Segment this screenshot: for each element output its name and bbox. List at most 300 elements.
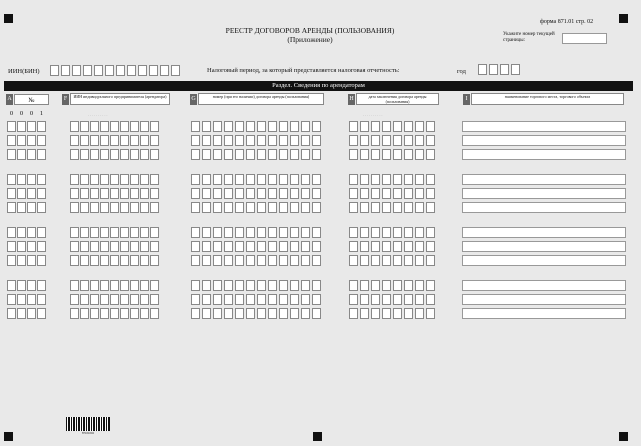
contract-number-cell[interactable] [202,174,211,185]
inn-cell[interactable] [100,227,109,238]
contract-number-cell[interactable] [312,202,321,213]
contract-number-cell[interactable] [301,135,310,146]
contract-date-cell[interactable] [360,255,369,266]
contract-number-cell[interactable] [235,121,244,132]
contract-number-cell[interactable] [224,294,233,305]
row-number-cell[interactable] [27,135,36,146]
inn-cell[interactable] [150,202,159,213]
inn-cell[interactable] [140,294,149,305]
year-digit-cell[interactable] [489,64,498,75]
row-number-cell[interactable] [17,188,26,199]
contract-number-cell[interactable] [191,227,200,238]
contract-date-cell[interactable] [404,227,413,238]
contract-date-cell[interactable] [382,202,391,213]
contract-number-cell[interactable] [191,174,200,185]
inn-cell[interactable] [70,121,79,132]
contract-number-cell[interactable] [268,255,277,266]
row-number-cell[interactable] [7,294,16,305]
contract-number-cell[interactable] [224,188,233,199]
inn-cell[interactable] [80,280,89,291]
inn-cell[interactable] [150,121,159,132]
inn-cell[interactable] [90,174,99,185]
contract-number-cell[interactable] [235,149,244,160]
contract-date-cell[interactable] [415,149,424,160]
inn-cell[interactable] [110,280,119,291]
contract-number-cell[interactable] [224,280,233,291]
contract-number-cell[interactable] [257,135,266,146]
contract-number-cell[interactable] [257,280,266,291]
inn-cell[interactable] [70,135,79,146]
contract-number-cell[interactable] [224,227,233,238]
inn-cell[interactable] [70,241,79,252]
inn-cell[interactable] [120,202,129,213]
contract-number-cell[interactable] [257,308,266,319]
contract-date-cell[interactable] [382,241,391,252]
row-number-cell[interactable] [27,188,36,199]
row-number-cell[interactable] [27,227,36,238]
row-number-cell[interactable] [27,255,36,266]
contract-number-cell[interactable] [290,280,299,291]
row-number-cell[interactable] [17,280,26,291]
contract-number-cell[interactable] [279,188,288,199]
inn-cell[interactable] [120,294,129,305]
contract-date-cell[interactable] [415,308,424,319]
contract-number-cell[interactable] [246,308,255,319]
contract-number-cell[interactable] [301,241,310,252]
contract-date-cell[interactable] [382,149,391,160]
contract-date-cell[interactable] [404,202,413,213]
inn-cell[interactable] [140,188,149,199]
contract-number-cell[interactable] [224,241,233,252]
contract-number-cell[interactable] [191,255,200,266]
contract-number-cell[interactable] [202,227,211,238]
contract-number-cell[interactable] [268,135,277,146]
contract-date-cell[interactable] [382,174,391,185]
inn-cell[interactable] [110,188,119,199]
inn-cell[interactable] [80,121,89,132]
row-number-cell[interactable] [37,149,46,160]
contract-date-cell[interactable] [349,202,358,213]
inn-cell[interactable] [140,149,149,160]
inn-cell[interactable] [120,188,129,199]
contract-date-cell[interactable] [360,174,369,185]
contract-number-cell[interactable] [279,174,288,185]
row-number-cell[interactable] [17,227,26,238]
inn-cell[interactable] [120,255,129,266]
row-number-cell[interactable] [7,241,16,252]
row-number-cell[interactable] [7,121,16,132]
contract-number-cell[interactable] [301,255,310,266]
inn-cell[interactable] [130,227,139,238]
row-number-cell[interactable] [27,174,36,185]
row-number-cell[interactable] [7,188,16,199]
contract-number-cell[interactable] [268,308,277,319]
contract-number-cell[interactable] [191,188,200,199]
row-number-cell[interactable] [7,149,16,160]
inn-cell[interactable] [110,121,119,132]
contract-number-cell[interactable] [213,308,222,319]
inn-cell[interactable] [90,308,99,319]
row-number-cell[interactable] [27,202,36,213]
row-number-cell[interactable] [7,227,16,238]
contract-date-cell[interactable] [371,308,380,319]
contract-number-cell[interactable] [224,135,233,146]
contract-number-cell[interactable] [312,135,321,146]
contract-number-cell[interactable] [213,255,222,266]
contract-date-cell[interactable] [415,135,424,146]
inn-cell[interactable] [130,241,139,252]
contract-number-cell[interactable] [213,149,222,160]
contract-date-cell[interactable] [415,227,424,238]
contract-number-cell[interactable] [290,255,299,266]
inn-digit-cell[interactable] [127,65,136,76]
contract-date-cell[interactable] [382,227,391,238]
contract-number-cell[interactable] [312,121,321,132]
contract-date-cell[interactable] [415,121,424,132]
inn-cell[interactable] [110,241,119,252]
inn-cell[interactable] [150,241,159,252]
contract-date-cell[interactable] [393,202,402,213]
inn-cell[interactable] [100,135,109,146]
contract-date-cell[interactable] [404,280,413,291]
inn-cell[interactable] [80,202,89,213]
contract-number-cell[interactable] [246,255,255,266]
place-name-field[interactable] [462,149,626,160]
inn-cell[interactable] [70,255,79,266]
inn-cell[interactable] [150,308,159,319]
contract-number-cell[interactable] [235,255,244,266]
contract-date-cell[interactable] [393,227,402,238]
contract-number-cell[interactable] [312,255,321,266]
inn-cell[interactable] [150,280,159,291]
contract-number-cell[interactable] [224,255,233,266]
contract-date-cell[interactable] [360,135,369,146]
contract-number-cell[interactable] [224,308,233,319]
inn-cell[interactable] [110,174,119,185]
contract-number-cell[interactable] [301,202,310,213]
inn-cell[interactable] [140,135,149,146]
contract-date-cell[interactable] [371,149,380,160]
contract-date-cell[interactable] [404,135,413,146]
contract-number-cell[interactable] [213,121,222,132]
contract-date-cell[interactable] [371,135,380,146]
contract-date-cell[interactable] [371,121,380,132]
contract-date-cell[interactable] [404,294,413,305]
contract-date-cell[interactable] [371,174,380,185]
contract-date-cell[interactable] [415,174,424,185]
place-name-field[interactable] [462,308,626,319]
inn-cell[interactable] [110,227,119,238]
inn-cell[interactable] [120,135,129,146]
contract-date-cell[interactable] [426,227,435,238]
contract-date-cell[interactable] [349,255,358,266]
row-number-cell[interactable] [37,227,46,238]
place-name-field[interactable] [462,174,626,185]
inn-cell[interactable] [130,294,139,305]
inn-cell[interactable] [90,202,99,213]
row-number-cell[interactable] [7,280,16,291]
inn-cell[interactable] [110,255,119,266]
inn-cell[interactable] [130,308,139,319]
contract-date-cell[interactable] [382,255,391,266]
contract-number-cell[interactable] [246,121,255,132]
contract-number-cell[interactable] [202,188,211,199]
contract-number-cell[interactable] [257,149,266,160]
row-number-cell[interactable] [17,149,26,160]
inn-cell[interactable] [130,121,139,132]
contract-number-cell[interactable] [202,255,211,266]
contract-date-cell[interactable] [393,294,402,305]
inn-cell[interactable] [90,121,99,132]
contract-date-cell[interactable] [371,280,380,291]
contract-number-cell[interactable] [312,174,321,185]
contract-number-cell[interactable] [312,308,321,319]
contract-number-cell[interactable] [279,280,288,291]
inn-cell[interactable] [90,255,99,266]
contract-number-cell[interactable] [279,255,288,266]
contract-date-cell[interactable] [426,241,435,252]
contract-number-cell[interactable] [246,174,255,185]
contract-number-cell[interactable] [290,135,299,146]
contract-number-cell[interactable] [213,188,222,199]
contract-date-cell[interactable] [371,255,380,266]
contract-number-cell[interactable] [235,135,244,146]
contract-number-cell[interactable] [235,227,244,238]
contract-number-cell[interactable] [257,174,266,185]
row-number-cell[interactable] [17,308,26,319]
contract-date-cell[interactable] [393,280,402,291]
inn-cell[interactable] [90,149,99,160]
inn-digit-cell[interactable] [105,65,114,76]
contract-number-cell[interactable] [268,121,277,132]
contract-date-cell[interactable] [426,294,435,305]
inn-cell[interactable] [100,174,109,185]
row-number-cell[interactable] [37,174,46,185]
contract-date-cell[interactable] [371,241,380,252]
contract-date-cell[interactable] [404,121,413,132]
contract-number-cell[interactable] [257,241,266,252]
contract-number-cell[interactable] [235,280,244,291]
row-number-cell[interactable] [7,174,16,185]
contract-date-cell[interactable] [393,308,402,319]
contract-date-cell[interactable] [404,255,413,266]
inn-cell[interactable] [140,241,149,252]
contract-number-cell[interactable] [301,121,310,132]
contract-number-cell[interactable] [213,202,222,213]
contract-number-cell[interactable] [224,174,233,185]
row-number-cell[interactable] [17,202,26,213]
year-digit-cell[interactable] [511,64,520,75]
place-name-field[interactable] [462,241,626,252]
inn-cell[interactable] [70,149,79,160]
contract-number-cell[interactable] [202,202,211,213]
contract-number-cell[interactable] [301,294,310,305]
contract-date-cell[interactable] [426,188,435,199]
inn-cell[interactable] [150,135,159,146]
contract-number-cell[interactable] [224,202,233,213]
contract-date-cell[interactable] [382,121,391,132]
contract-number-cell[interactable] [268,241,277,252]
contract-date-cell[interactable] [349,308,358,319]
inn-cell[interactable] [140,174,149,185]
contract-number-cell[interactable] [290,149,299,160]
inn-cell[interactable] [90,135,99,146]
contract-number-cell[interactable] [246,241,255,252]
contract-number-cell[interactable] [213,174,222,185]
contract-number-cell[interactable] [191,280,200,291]
inn-cell[interactable] [90,241,99,252]
inn-cell[interactable] [110,202,119,213]
contract-number-cell[interactable] [290,121,299,132]
contract-date-cell[interactable] [426,135,435,146]
contract-date-cell[interactable] [426,174,435,185]
contract-date-cell[interactable] [382,294,391,305]
inn-cell[interactable] [120,174,129,185]
inn-digit-cell[interactable] [83,65,92,76]
inn-cell[interactable] [100,149,109,160]
contract-number-cell[interactable] [279,308,288,319]
contract-number-cell[interactable] [312,188,321,199]
contract-number-cell[interactable] [279,241,288,252]
contract-number-cell[interactable] [246,135,255,146]
inn-cell[interactable] [80,135,89,146]
contract-number-cell[interactable] [191,149,200,160]
contract-date-cell[interactable] [360,188,369,199]
row-number-cell[interactable] [7,308,16,319]
inn-cell[interactable] [120,227,129,238]
row-number-cell[interactable] [17,174,26,185]
contract-number-cell[interactable] [301,188,310,199]
row-number-cell[interactable] [37,135,46,146]
row-number-cell[interactable] [27,308,36,319]
contract-date-cell[interactable] [360,308,369,319]
contract-number-cell[interactable] [290,202,299,213]
inn-cell[interactable] [150,149,159,160]
inn-cell[interactable] [150,255,159,266]
contract-date-cell[interactable] [393,135,402,146]
contract-number-cell[interactable] [312,227,321,238]
inn-cell[interactable] [70,308,79,319]
contract-number-cell[interactable] [191,135,200,146]
inn-digit-cell[interactable] [50,65,59,76]
inn-digit-cell[interactable] [61,65,70,76]
contract-number-cell[interactable] [268,280,277,291]
inn-cell[interactable] [120,149,129,160]
inn-cell[interactable] [100,294,109,305]
contract-date-cell[interactable] [393,149,402,160]
contract-number-cell[interactable] [202,121,211,132]
inn-cell[interactable] [150,227,159,238]
contract-date-cell[interactable] [349,135,358,146]
contract-number-cell[interactable] [213,294,222,305]
inn-cell[interactable] [80,227,89,238]
contract-date-cell[interactable] [393,241,402,252]
inn-cell[interactable] [140,280,149,291]
place-name-field[interactable] [462,135,626,146]
contract-number-cell[interactable] [290,241,299,252]
contract-number-cell[interactable] [246,149,255,160]
contract-number-cell[interactable] [290,308,299,319]
row-number-cell[interactable] [37,241,46,252]
contract-number-cell[interactable] [224,149,233,160]
inn-cell[interactable] [110,308,119,319]
inn-cell[interactable] [80,308,89,319]
row-number-cell[interactable] [37,188,46,199]
contract-date-cell[interactable] [360,121,369,132]
contract-date-cell[interactable] [382,188,391,199]
inn-digit-cell[interactable] [160,65,169,76]
contract-date-cell[interactable] [382,280,391,291]
contract-number-cell[interactable] [312,241,321,252]
contract-number-cell[interactable] [279,135,288,146]
contract-date-cell[interactable] [393,255,402,266]
contract-number-cell[interactable] [290,294,299,305]
row-number-cell[interactable] [7,135,16,146]
row-number-cell[interactable] [27,280,36,291]
contract-date-cell[interactable] [371,294,380,305]
contract-number-cell[interactable] [257,202,266,213]
contract-number-cell[interactable] [290,227,299,238]
inn-cell[interactable] [80,255,89,266]
inn-cell[interactable] [140,308,149,319]
contract-number-cell[interactable] [312,294,321,305]
contract-number-cell[interactable] [202,149,211,160]
inn-cell[interactable] [120,308,129,319]
contract-date-cell[interactable] [360,241,369,252]
contract-number-cell[interactable] [224,121,233,132]
place-name-field[interactable] [462,227,626,238]
inn-cell[interactable] [100,121,109,132]
contract-date-cell[interactable] [404,308,413,319]
contract-date-cell[interactable] [349,149,358,160]
inn-cell[interactable] [100,255,109,266]
contract-date-cell[interactable] [382,135,391,146]
inn-digit-cell[interactable] [149,65,158,76]
contract-number-cell[interactable] [202,308,211,319]
inn-cell[interactable] [80,149,89,160]
page-number-field[interactable] [562,33,607,44]
contract-date-cell[interactable] [426,202,435,213]
contract-number-cell[interactable] [301,308,310,319]
contract-date-cell[interactable] [404,188,413,199]
contract-date-cell[interactable] [360,227,369,238]
inn-cell[interactable] [100,188,109,199]
contract-number-cell[interactable] [246,227,255,238]
contract-number-cell[interactable] [213,241,222,252]
contract-number-cell[interactable] [246,280,255,291]
row-number-cell[interactable] [17,241,26,252]
contract-number-cell[interactable] [191,121,200,132]
contract-date-cell[interactable] [426,149,435,160]
inn-cell[interactable] [80,188,89,199]
inn-cell[interactable] [130,255,139,266]
contract-date-cell[interactable] [349,174,358,185]
inn-cell[interactable] [140,121,149,132]
contract-date-cell[interactable] [360,280,369,291]
contract-number-cell[interactable] [235,188,244,199]
contract-number-cell[interactable] [191,241,200,252]
inn-cell[interactable] [70,227,79,238]
inn-cell[interactable] [110,149,119,160]
inn-cell[interactable] [150,174,159,185]
contract-date-cell[interactable] [349,241,358,252]
inn-cell[interactable] [70,188,79,199]
contract-date-cell[interactable] [415,280,424,291]
inn-digit-cell[interactable] [171,65,180,76]
contract-number-cell[interactable] [257,227,266,238]
contract-number-cell[interactable] [279,121,288,132]
contract-number-cell[interactable] [235,174,244,185]
